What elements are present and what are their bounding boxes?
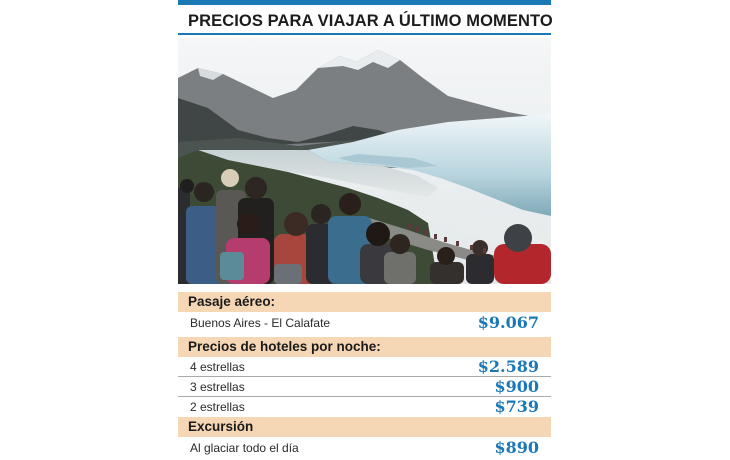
card-title: PRECIOS PARA VIAJAR A ÚLTIMO MOMENTO (188, 12, 553, 30)
title-rule (178, 33, 551, 35)
row-label: Al glaciar todo el día (190, 441, 299, 455)
section-band-hotels (178, 337, 551, 357)
price-card (178, 0, 551, 460)
glacier-photo (178, 38, 551, 284)
row-label: 2 estrellas (190, 400, 245, 414)
row-label: 3 estrellas (190, 380, 245, 394)
row-price: $2.589 (477, 357, 539, 376)
price-row (178, 397, 551, 416)
top-accent-bar (178, 0, 551, 5)
row-price: $9.067 (477, 313, 539, 332)
section-heading-hotels: Precios de hoteles por noche: (188, 339, 381, 354)
price-row (178, 437, 551, 457)
section-heading-excursion: Excursión (188, 419, 254, 434)
price-row (178, 312, 551, 332)
price-row (178, 377, 551, 396)
price-row (178, 357, 551, 376)
row-label: 4 estrellas (190, 360, 245, 374)
row-label: Buenos Aires - El Calafate (190, 316, 331, 330)
section-heading-air: Pasaje aéreo: (188, 294, 276, 309)
row-price: $890 (494, 438, 539, 457)
row-price: $739 (494, 397, 539, 416)
section-band-excursion (178, 417, 551, 437)
section-band-air (178, 292, 551, 312)
row-price: $900 (494, 377, 539, 396)
